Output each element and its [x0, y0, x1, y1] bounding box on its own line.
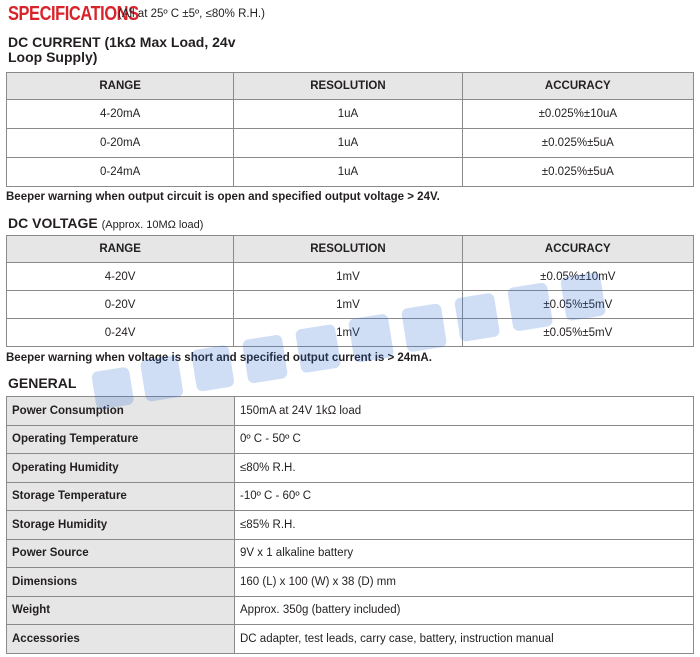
table-row	[7, 425, 694, 454]
resolution-cell: 1uA	[234, 100, 462, 129]
resolution-cell: 1uA	[234, 158, 462, 187]
spec-key: Dimensions	[7, 568, 235, 597]
table-row	[7, 319, 694, 347]
accuracy-cell: ±0.025%±5uA	[462, 158, 693, 187]
spec-value: -10º C - 60º C	[235, 482, 694, 511]
table-row	[7, 291, 694, 319]
spec-value: Approx. 350g (battery included)	[235, 596, 694, 625]
table-row	[7, 568, 694, 597]
col-resolution: RESOLUTION	[234, 73, 462, 100]
general-table	[6, 396, 694, 654]
dc-voltage-heading-note: (Approx. 10MΩ load)	[101, 219, 204, 231]
resolution-cell: 1mV	[234, 263, 462, 291]
conditions-note: (All at 25º C ±5º, ≤80% R.H.)	[118, 8, 265, 20]
accuracy-cell: ±0.05%±5mV	[462, 319, 693, 347]
table-row	[7, 263, 694, 291]
table-row	[7, 158, 694, 187]
spec-value: 150mA at 24V 1kΩ load	[235, 397, 694, 426]
dc-current-heading	[8, 35, 236, 65]
spec-value: ≤80% R.H.	[235, 454, 694, 483]
col-resolution: RESOLUTION	[234, 236, 462, 263]
resolution-cell: 1mV	[234, 291, 462, 319]
dc-current-table	[6, 72, 694, 187]
spec-key: Storage Temperature	[7, 482, 235, 511]
page-title: SPECIFICATIONS	[8, 3, 139, 25]
dc-current-heading-line1: DC CURRENT (1kΩ Max Load, 24v	[8, 34, 236, 50]
table-row	[7, 482, 694, 511]
spec-value: ≤85% R.H.	[235, 511, 694, 540]
accuracy-cell: ±0.025%±5uA	[462, 129, 693, 158]
col-accuracy: ACCURACY	[462, 236, 693, 263]
spec-value: 0º C - 50º C	[235, 425, 694, 454]
spec-key: Power Consumption	[7, 397, 235, 426]
dc-voltage-warning: Beeper warning when voltage is short and specified output current is > 24mA.	[6, 352, 432, 364]
table-row	[7, 539, 694, 568]
spec-key: Storage Humidity	[7, 511, 235, 540]
dc-voltage-heading	[8, 215, 203, 231]
range-cell: 0-20mA	[7, 129, 234, 158]
table-row	[7, 625, 694, 654]
dc-voltage-table	[6, 235, 694, 347]
col-range: RANGE	[7, 73, 234, 100]
spec-value: 160 (L) x 100 (W) x 38 (D) mm	[235, 568, 694, 597]
spec-key: Accessories	[7, 625, 235, 654]
accuracy-cell: ±0.025%±10uA	[462, 100, 693, 129]
table-row	[7, 511, 694, 540]
general-heading: GENERAL	[8, 375, 77, 391]
dc-current-heading-line2: Loop Supply)	[8, 49, 98, 65]
resolution-cell: 1mV	[234, 319, 462, 347]
spec-value: 9V x 1 alkaline battery	[235, 539, 694, 568]
table-row	[7, 397, 694, 426]
range-cell: 4-20mA	[7, 100, 234, 129]
table-row	[7, 129, 694, 158]
table-row	[7, 596, 694, 625]
table-header-row	[7, 236, 694, 263]
table-row	[7, 454, 694, 483]
spec-key: Operating Temperature	[7, 425, 235, 454]
accuracy-cell: ±0.05%±5mV	[462, 291, 693, 319]
range-cell: 0-20V	[7, 291, 234, 319]
col-accuracy: ACCURACY	[462, 73, 693, 100]
accuracy-cell: ±0.05%±10mV	[462, 263, 693, 291]
range-cell: 4-20V	[7, 263, 234, 291]
dc-current-warning: Beeper warning when output circuit is open and specified output voltage > 24V.	[6, 191, 440, 203]
spec-key: Weight	[7, 596, 235, 625]
spec-value: DC adapter, test leads, carry case, battery, instruction manual	[235, 625, 694, 654]
range-cell: 0-24V	[7, 319, 234, 347]
col-range: RANGE	[7, 236, 234, 263]
resolution-cell: 1uA	[234, 129, 462, 158]
table-header-row	[7, 73, 694, 100]
dc-voltage-heading-text: DC VOLTAGE	[8, 215, 98, 231]
table-row	[7, 100, 694, 129]
spec-key: Power Source	[7, 539, 235, 568]
spec-key: Operating Humidity	[7, 454, 235, 483]
range-cell: 0-24mA	[7, 158, 234, 187]
